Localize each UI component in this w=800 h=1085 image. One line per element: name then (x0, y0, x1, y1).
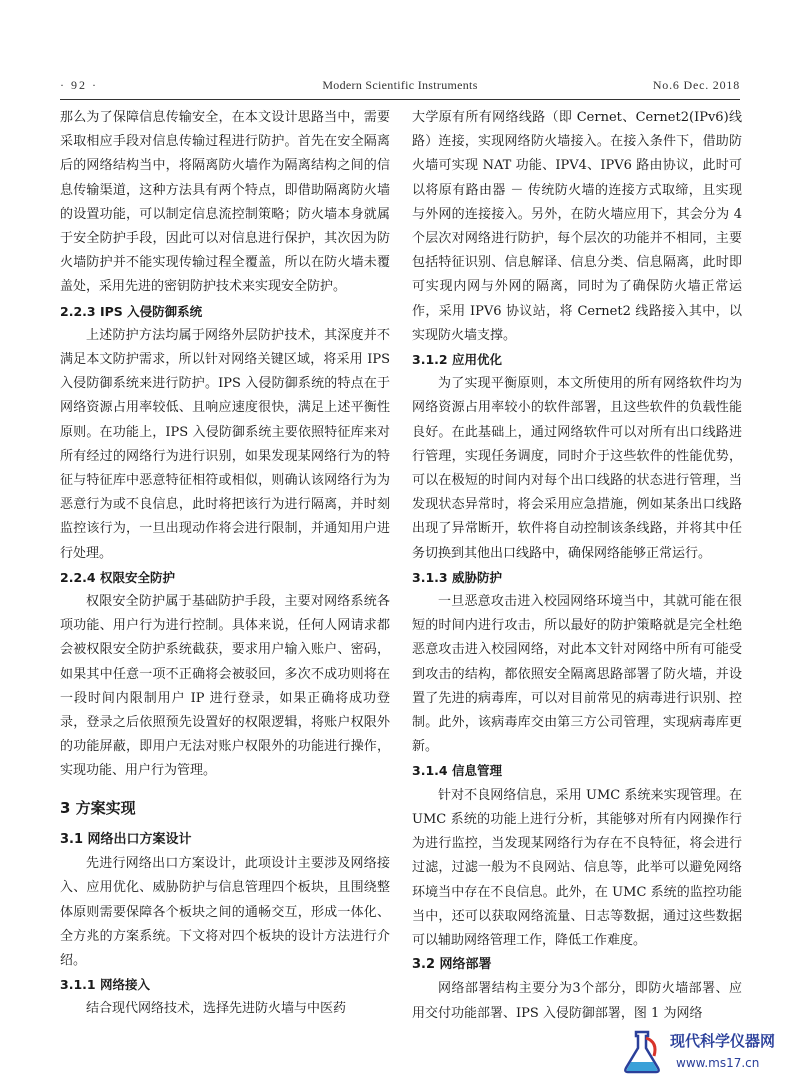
header-rule (60, 99, 740, 100)
right-column (412, 106, 742, 1026)
section-heading-3-2: 3.2 网络部署 (412, 957, 492, 973)
section-heading-3-1-2: 3.1.2 应用优化 (412, 352, 502, 368)
section-heading-3-1-1: 3.1.1 网络接入 (60, 977, 150, 993)
paragraph: 先进行网络出口方案设计，此项设计主要涉及网络接入、应用优化、威胁防护与信息管理四个板块，且围绕整体原则需要保障各个板块之间的通畅交互，形成一体化、全方兆的方案系统。下文将对四个板块的设计方法进行介绍。 (60, 856, 390, 968)
section-heading-3-1-3: 3.1.3 威胁防护 (412, 569, 502, 585)
section-heading-3-1: 3.1 网络出口方案设计 (60, 831, 192, 847)
page-header (60, 78, 740, 98)
section-heading-2-2-3: 2.2.3 IPS 入侵防御系统 (60, 303, 203, 319)
section-heading-3-1-4: 3.1.4 信息管理 (412, 763, 502, 779)
paragraph: 为了实现平衡原则，本文所使用的所有网络软件均为网络资源占用率较小的软件部署，且这些软件的负载性能良好。在此基础上，通过网络软件可以对所有出口线路进行管理，实现任务调度，同时介于这些软件的性能优势，可以在极短的时间内对每个出口线路的状态进行管理，当发现状态异常时，将会采用应急措施，例如某条出口线路出现了异常断开，软件将自动控制该条线路，并将其中任务切换到其他出口线路中，确保网络能够正常运行。 (412, 376, 742, 561)
section-heading-2-2-4: 2.2.4 权限安全防护 (60, 569, 175, 585)
page-number: · 92 · (60, 78, 98, 92)
paragraph: 权限安全防护属于基础防护手段，主要对网络系统各项功能、用户行为进行控制。具体来说，任何人网请求都会被权限安全防护系统截获，要求用户输入账户、密码，如果其中任意一项不正确将会被驳回，多次不成功则将在一段时间内限制用户 IP 进行登录，如果正确将成功登录，登录之后依照预先设置好的权限逻辑，将账户权限外的功能屏蔽，即用户无法对账户权限外的功能进行操作，实现功能、用户行为管理。 (60, 594, 390, 779)
paragraph: 上述防护方法均属于网络外层防护技术，其深度并不满足本文防护需求，所以针对网络关键区域，将采用 IPS 入侵防御系统来进行防护。IPS 入侵防御系统的特点在于网络资源占用率较低、且响应速度很快，满足上述平衡性原则。在功能上，IPS 入侵防御系统主要依照特征库来对所有经过的网络行为进行识别，如果发现某网络行为的特征与特征库中恶意特征相符或相似，则确认该网络行为为恶意行为或不良信息，此时将把该行为进行隔离，并时刻监控该行为，一旦出现动作将会进行限制，并通知用户进行处理。 (60, 327, 390, 561)
flask-logo-icon (618, 1028, 666, 1076)
watermark-title: 现代科学仪器网 (670, 1032, 776, 1050)
paragraph: 大学原有所有网络线路（即 Cernet、Cernet2(IPv6)线路）连接，实现网络防火墙接入。在接入条件下，借助防火墙可实现 NAT 功能、IPV4、IPV6 路由协议，此时可以将原有路由器 － 传统防火墙的连接方式取缔，且实现与外网的连接接入。另外，在防火墙应用下，其会分为 4 个层次对网络进行防护，每个层次的功能并不相同，主要包括特征识别、信息解译、信息分类、信息隔离，此时即可实现内网与外网的隔离，同时为了确保防火墙正常运作，采用 IPV6 协议站，将 Cernet2 线路接入其中，以实现防火墙支撑。 (412, 110, 742, 343)
site-watermark (618, 1026, 798, 1082)
paragraph: 针对不良网络信息，采用 UMC 系统来实现管理。在 UMC 系统的功能上进行分析，其能够对所有内网操作行为进行监控，当发现某网络行为存在不良特征，将会进行过滤，过滤一般为不良网站、信息等，此举可以避免网络环境当中存在不良信息。此外，在 UMC 系统的监控功能当中，还可以获取网络流量、日志等数据，通过这些数据可以辅助网络管理工作，降低工作难度。 (412, 787, 742, 948)
left-column (60, 106, 390, 1022)
paragraph: 结合现代网络技术，选择先进防火墙与中医药 (86, 1001, 347, 1017)
paragraph: 一旦恶意攻击进入校园网络环境当中，其就可能在很短的时间内进行攻击，所以最好的防护策略就是完全杜绝恶意攻击进入校园网络，对此本文针对网络中所有可能受到攻击的结构，都依照安全隔离思路部署了防火墙，并设置了先进的病毒库，可以对目前常见的病毒进行识别、控制。此外，该病毒库交由第三方公司管理，实现病毒库更新。 (412, 594, 742, 755)
section-heading-3: 3 方案实现 (60, 798, 136, 817)
issue-info: No.6 Dec. 2018 (652, 78, 740, 92)
watermark-url: www.ms17.cn (676, 1056, 760, 1070)
paragraph: 那么为了保障信息传输安全，在本文设计思路当中，需要采取相应手段对信息传输过程进行防护。首先在安全隔离后的网络结构当中，将隔离防火墙作为隔离结构之间的信息传输渠道，这种方法具有两个特点，即借助隔离防火墙的设置功能，可以制定信息流控制策略；防火墙本身就属于安全防护手段，因此可以对信息进行保护，其次因为防火墙防护并不能实现传输过程全覆盖，所以在防火墙未覆盖处，采用先进的密钥防护技术来实现安全防护。 (60, 110, 390, 295)
paragraph: 网络部署结构主要分为3个部分，即防火墙部署、应用交付功能部署、IPS 入侵防御部署，图 1 为网络 (412, 981, 742, 1021)
journal-name: Modern Scientific Instruments (322, 78, 478, 92)
